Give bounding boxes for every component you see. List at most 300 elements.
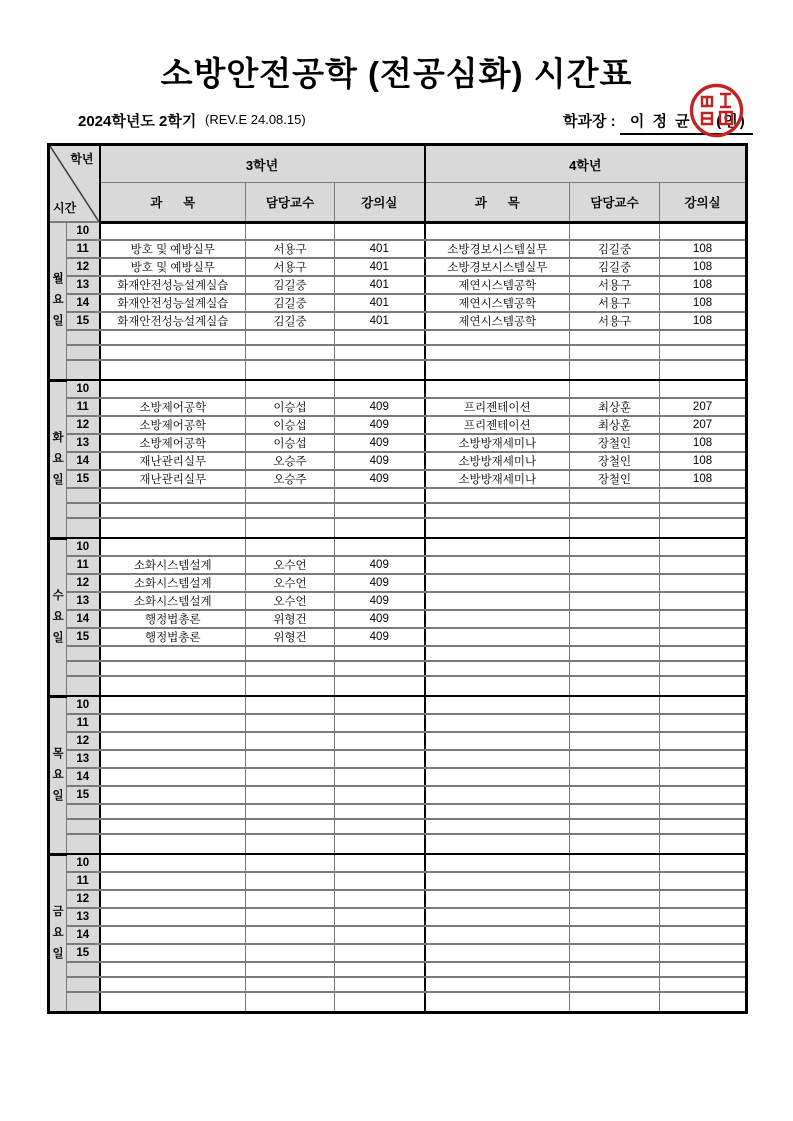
time-cell	[67, 676, 100, 696]
subject-cell: 소방경보시스템실무	[425, 258, 570, 276]
time-cell: 14	[67, 452, 100, 470]
room-cell	[660, 819, 747, 834]
room-cell	[335, 714, 425, 732]
subject-cell	[425, 676, 570, 696]
time-cell: 14	[67, 610, 100, 628]
subject-cell	[100, 977, 246, 992]
timetable-row	[49, 330, 747, 345]
revision-label: (REV.E 24.08.15)	[205, 112, 306, 127]
subject-cell	[425, 610, 570, 628]
room-cell	[335, 732, 425, 750]
timetable-row	[49, 872, 747, 890]
time-cell: 11	[67, 872, 100, 890]
professor-cell	[570, 819, 660, 834]
timetable-row	[49, 538, 747, 556]
room-cell	[335, 661, 425, 676]
chair-name: 이 정 균	[629, 113, 692, 130]
subject-cell	[425, 556, 570, 574]
room-cell	[335, 360, 425, 380]
subject-cell	[100, 992, 246, 1012]
timetable-row	[49, 434, 747, 452]
subject-cell	[100, 834, 246, 854]
timetable-row	[49, 240, 747, 258]
subject-cell: 소방경보시스템실무	[425, 240, 570, 258]
timetable-row	[49, 750, 747, 768]
time-cell	[67, 360, 100, 380]
subject-cell	[100, 854, 246, 872]
subject-cell	[425, 944, 570, 962]
subject-cell	[425, 908, 570, 926]
room-cell: 409	[335, 398, 425, 416]
room-cell	[335, 380, 425, 398]
grade4-group-header: 4학년	[425, 145, 747, 183]
timetable-row	[49, 380, 747, 398]
professor-cell	[570, 854, 660, 872]
professor-cell	[246, 696, 335, 714]
room-cell	[335, 345, 425, 360]
professor-cell: 오수언	[246, 574, 335, 592]
timetable-row	[49, 962, 747, 977]
room-cell	[335, 926, 425, 944]
professor-cell	[570, 908, 660, 926]
time-cell: 15	[67, 470, 100, 488]
subject-cell	[425, 834, 570, 854]
subject-cell: 화재안전성능설계실습	[100, 312, 246, 330]
room-cell	[335, 944, 425, 962]
subject-cell	[425, 750, 570, 768]
room-cell: 409	[335, 416, 425, 434]
timetable-row	[49, 556, 747, 574]
subject-cell	[100, 768, 246, 786]
timetable-row	[49, 518, 747, 538]
time-cell: 12	[67, 890, 100, 908]
room-cell	[335, 854, 425, 872]
room-cell	[335, 819, 425, 834]
subject-cell	[100, 360, 246, 380]
time-cell: 15	[67, 786, 100, 804]
timetable-row	[49, 977, 747, 992]
timetable-row	[49, 258, 747, 276]
time-cell: 11	[67, 556, 100, 574]
time-cell	[67, 345, 100, 360]
room-cell	[660, 380, 747, 398]
professor-cell	[570, 518, 660, 538]
professor-cell	[570, 926, 660, 944]
room-cell	[660, 962, 747, 977]
col-header-professor-g3: 담당교수	[246, 183, 335, 222]
room-cell: 207	[660, 398, 747, 416]
room-cell	[335, 804, 425, 819]
subject-cell	[425, 819, 570, 834]
col-header-room-g4: 강의실	[660, 183, 747, 222]
timetable-row	[49, 890, 747, 908]
professor-cell	[246, 330, 335, 345]
subject-cell	[100, 488, 246, 503]
timetable-row	[49, 452, 747, 470]
room-cell: 401	[335, 258, 425, 276]
professor-cell	[246, 646, 335, 661]
room-cell: 409	[335, 574, 425, 592]
professor-cell	[570, 661, 660, 676]
room-cell: 409	[335, 452, 425, 470]
professor-cell	[570, 556, 660, 574]
subject-cell: 방호 및 예방실무	[100, 258, 246, 276]
professor-cell: 이승섭	[246, 398, 335, 416]
professor-cell	[246, 786, 335, 804]
timetable-row	[49, 345, 747, 360]
subject-cell	[425, 592, 570, 610]
subject-cell	[100, 696, 246, 714]
room-cell	[660, 646, 747, 661]
timetable-row	[49, 732, 747, 750]
subject-cell	[100, 676, 246, 696]
timetable-row	[49, 628, 747, 646]
subject-cell	[425, 714, 570, 732]
col-header-subject-g4: 과 목	[425, 183, 570, 222]
professor-cell	[570, 574, 660, 592]
professor-cell: 김길중	[246, 312, 335, 330]
time-cell: 14	[67, 294, 100, 312]
time-cell: 12	[67, 416, 100, 434]
professor-cell	[570, 962, 660, 977]
professor-cell: 오수언	[246, 592, 335, 610]
professor-cell: 서용구	[570, 276, 660, 294]
timetable-row	[49, 768, 747, 786]
professor-cell	[570, 345, 660, 360]
timetable-row	[49, 834, 747, 854]
timetable-row	[49, 714, 747, 732]
professor-cell	[570, 222, 660, 240]
semester-label: 2024학년도 2학기	[78, 113, 197, 130]
room-cell	[335, 962, 425, 977]
room-cell: 409	[335, 470, 425, 488]
subject-cell: 프리젠테이션	[425, 398, 570, 416]
subject-cell: 제연시스템공학	[425, 294, 570, 312]
corner-label-time: 시간	[53, 201, 77, 215]
professor-cell	[246, 834, 335, 854]
subject-cell: 소방제어공학	[100, 416, 246, 434]
professor-cell	[570, 714, 660, 732]
subject-cell	[100, 908, 246, 926]
room-cell	[660, 592, 747, 610]
room-cell: 401	[335, 276, 425, 294]
room-cell	[660, 556, 747, 574]
room-cell: 409	[335, 628, 425, 646]
room-cell	[660, 628, 747, 646]
room-cell	[335, 977, 425, 992]
room-cell	[660, 750, 747, 768]
subject-cell	[425, 646, 570, 661]
subject-cell	[425, 872, 570, 890]
room-cell	[660, 610, 747, 628]
col-header-professor-g4: 담당교수	[570, 183, 660, 222]
time-cell	[67, 488, 100, 503]
professor-cell: 김길중	[246, 294, 335, 312]
subject-cell	[100, 926, 246, 944]
subject-cell: 재난관리실무	[100, 470, 246, 488]
time-cell	[67, 834, 100, 854]
subject-cell	[100, 962, 246, 977]
professor-cell	[246, 944, 335, 962]
time-cell	[67, 503, 100, 518]
room-cell: 108	[660, 434, 747, 452]
subject-cell	[425, 804, 570, 819]
time-cell: 10	[67, 380, 100, 398]
subject-cell	[100, 646, 246, 661]
room-cell: 401	[335, 294, 425, 312]
room-cell	[660, 834, 747, 854]
professor-cell	[570, 890, 660, 908]
time-cell	[67, 330, 100, 345]
time-cell: 12	[67, 732, 100, 750]
professor-cell	[570, 503, 660, 518]
subject-cell: 소방제어공학	[100, 398, 246, 416]
room-cell	[335, 750, 425, 768]
room-cell	[660, 977, 747, 992]
subject-cell	[425, 538, 570, 556]
professor-cell	[570, 804, 660, 819]
subject-cell	[425, 786, 570, 804]
room-cell	[660, 676, 747, 696]
room-cell: 409	[335, 434, 425, 452]
subject-cell	[100, 503, 246, 518]
professor-cell	[246, 488, 335, 503]
time-cell: 10	[67, 222, 100, 240]
professor-cell	[570, 992, 660, 1012]
timetable-row	[49, 676, 747, 696]
professor-cell	[246, 345, 335, 360]
professor-cell	[570, 538, 660, 556]
room-cell	[335, 330, 425, 345]
room-cell: 108	[660, 240, 747, 258]
professor-cell	[570, 646, 660, 661]
timetable-row	[49, 276, 747, 294]
subject-cell	[425, 380, 570, 398]
subject-cell	[425, 926, 570, 944]
professor-cell	[246, 992, 335, 1012]
timetable-row	[49, 416, 747, 434]
subject-cell	[425, 503, 570, 518]
room-cell	[660, 518, 747, 538]
subject-cell: 소화시스템설계	[100, 592, 246, 610]
room-cell	[660, 360, 747, 380]
room-cell	[660, 992, 747, 1012]
professor-cell: 이승섭	[246, 416, 335, 434]
professor-cell	[246, 819, 335, 834]
room-cell	[660, 890, 747, 908]
timetable-row	[49, 294, 747, 312]
professor-cell	[570, 834, 660, 854]
room-cell	[335, 222, 425, 240]
subject-cell	[100, 538, 246, 556]
timetable-row	[49, 312, 747, 330]
time-cell	[67, 661, 100, 676]
room-cell	[660, 908, 747, 926]
time-cell	[67, 992, 100, 1012]
professor-cell	[570, 944, 660, 962]
subject-cell	[100, 330, 246, 345]
time-cell: 11	[67, 398, 100, 416]
room-cell	[335, 890, 425, 908]
timetable-row	[49, 819, 747, 834]
room-cell	[660, 345, 747, 360]
professor-cell: 오수언	[246, 556, 335, 574]
room-cell	[660, 872, 747, 890]
time-cell: 13	[67, 750, 100, 768]
subject-cell: 소방방재세미나	[425, 470, 570, 488]
professor-cell: 이승섭	[246, 434, 335, 452]
subject-cell	[100, 944, 246, 962]
professor-cell: 김길중	[570, 240, 660, 258]
subject-cell	[100, 714, 246, 732]
timetable-row	[49, 646, 747, 661]
timetable-row	[49, 488, 747, 503]
professor-cell: 최상훈	[570, 398, 660, 416]
subject-cell	[425, 345, 570, 360]
professor-cell: 위형건	[246, 628, 335, 646]
room-cell: 409	[335, 610, 425, 628]
time-cell: 10	[67, 696, 100, 714]
professor-cell	[246, 518, 335, 538]
page-title: 소방안전공학 (전공심화) 시간표	[160, 55, 633, 92]
day-label: 목 요 일	[49, 696, 67, 854]
timetable-row	[49, 854, 747, 872]
professor-cell	[246, 222, 335, 240]
chair-label: 학과장 :	[563, 113, 620, 130]
subject-cell	[425, 330, 570, 345]
professor-cell	[246, 977, 335, 992]
professor-cell	[570, 696, 660, 714]
time-cell: 13	[67, 908, 100, 926]
subject-cell: 소방방재세미나	[425, 452, 570, 470]
room-cell	[660, 538, 747, 556]
room-cell	[335, 768, 425, 786]
professor-cell	[246, 804, 335, 819]
subject-cell	[425, 360, 570, 380]
subject-cell: 소화시스템설계	[100, 556, 246, 574]
room-cell: 409	[335, 592, 425, 610]
timetable-row	[49, 804, 747, 819]
room-cell: 108	[660, 470, 747, 488]
professor-cell: 장철인	[570, 452, 660, 470]
professor-cell	[570, 360, 660, 380]
subject-cell	[425, 992, 570, 1012]
room-cell	[660, 503, 747, 518]
professor-cell	[570, 786, 660, 804]
subject-cell	[100, 732, 246, 750]
room-cell	[660, 222, 747, 240]
subject-cell	[425, 628, 570, 646]
col-header-room-g3: 강의실	[335, 183, 425, 222]
professor-cell	[246, 872, 335, 890]
subject-cell: 행정법총론	[100, 628, 246, 646]
room-cell	[335, 518, 425, 538]
time-cell: 13	[67, 276, 100, 294]
timetable-row	[49, 992, 747, 1012]
professor-cell	[570, 872, 660, 890]
time-cell: 11	[67, 714, 100, 732]
timetable-row	[49, 944, 747, 962]
subject-cell	[100, 786, 246, 804]
subject-cell: 행정법총론	[100, 610, 246, 628]
subject-cell	[425, 574, 570, 592]
time-cell: 11	[67, 240, 100, 258]
professor-cell	[246, 676, 335, 696]
time-cell: 13	[67, 434, 100, 452]
time-cell: 15	[67, 312, 100, 330]
professor-cell	[246, 926, 335, 944]
room-cell	[660, 714, 747, 732]
professor-cell: 서용구	[246, 240, 335, 258]
room-cell	[660, 732, 747, 750]
professor-cell	[570, 750, 660, 768]
room-cell: 401	[335, 240, 425, 258]
professor-cell	[570, 732, 660, 750]
professor-cell	[570, 330, 660, 345]
timetable-row	[49, 661, 747, 676]
subject-cell	[425, 854, 570, 872]
timetable-row	[49, 696, 747, 714]
timetable-row	[49, 610, 747, 628]
subject-cell	[100, 345, 246, 360]
time-cell	[67, 646, 100, 661]
room-cell	[335, 786, 425, 804]
timetable-row	[49, 470, 747, 488]
room-cell	[335, 503, 425, 518]
subject-cell: 방호 및 예방실무	[100, 240, 246, 258]
subject-cell	[425, 222, 570, 240]
subject-cell: 제연시스템공학	[425, 276, 570, 294]
professor-cell	[570, 380, 660, 398]
day-label: 화 요 일	[49, 380, 67, 538]
professor-cell: 장철인	[570, 470, 660, 488]
room-cell	[660, 786, 747, 804]
timetable-row	[49, 908, 747, 926]
time-cell: 10	[67, 538, 100, 556]
professor-cell: 서용구	[570, 312, 660, 330]
room-cell: 401	[335, 312, 425, 330]
timetable-row	[49, 926, 747, 944]
day-label: 수 요 일	[49, 538, 67, 696]
professor-cell	[246, 538, 335, 556]
timetable-row	[49, 360, 747, 380]
room-cell	[335, 696, 425, 714]
subject-cell: 소방제어공학	[100, 434, 246, 452]
professor-cell	[246, 661, 335, 676]
subject-cell	[100, 750, 246, 768]
time-cell: 10	[67, 854, 100, 872]
room-cell	[335, 992, 425, 1012]
time-cell	[67, 819, 100, 834]
timetable-row	[49, 503, 747, 518]
time-cell: 13	[67, 592, 100, 610]
room-cell	[660, 574, 747, 592]
subject-cell	[425, 696, 570, 714]
subject-cell	[425, 732, 570, 750]
room-cell: 108	[660, 312, 747, 330]
professor-cell: 서용구	[246, 258, 335, 276]
professor-cell	[246, 714, 335, 732]
professor-cell	[570, 592, 660, 610]
room-cell	[335, 908, 425, 926]
subject-cell	[100, 661, 246, 676]
room-cell	[660, 696, 747, 714]
timetable-row	[49, 398, 747, 416]
room-cell	[335, 676, 425, 696]
professor-cell	[246, 908, 335, 926]
room-cell	[660, 661, 747, 676]
subject-cell	[425, 661, 570, 676]
